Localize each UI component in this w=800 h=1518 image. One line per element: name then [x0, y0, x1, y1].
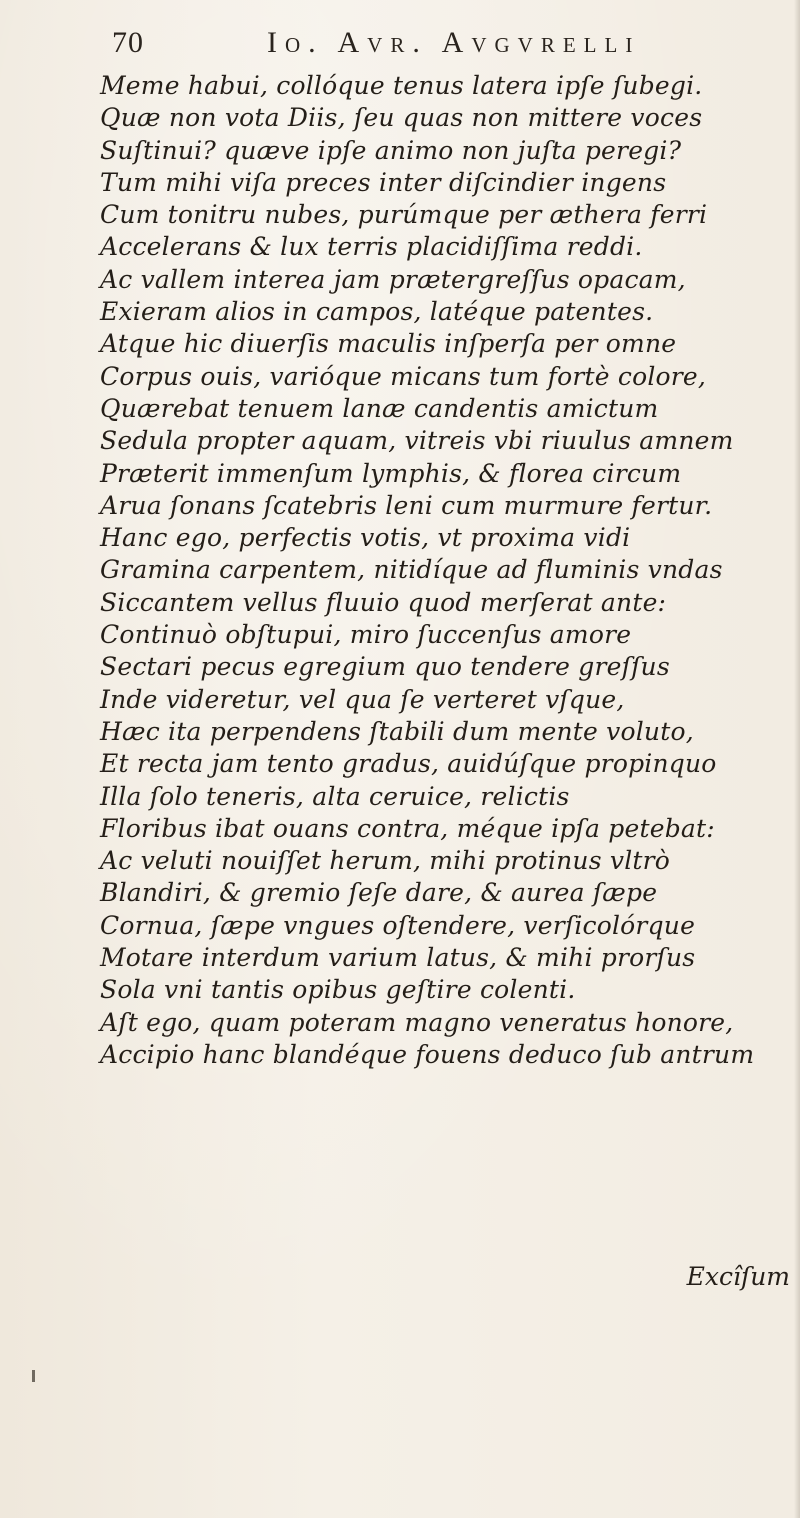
verse-line: Blandiri, & gremio ſeſe dare, & aurea ſæpe: [100, 878, 658, 908]
verse-line: Ac vallem interea jam prætergreſſus opacam,: [100, 264, 686, 294]
verse-line: Continuò obſtupui, miro ſuccenſus amore: [100, 620, 632, 650]
verse-line: Floribus ibat ouans contra, méque ipſa petebat:: [100, 813, 715, 843]
verse-line: Suſtinui? quæve ipſe animo non juſta peregi?: [100, 135, 682, 165]
verse-line: Illa ſolo teneris, alta ceruice, relictis: [100, 781, 570, 811]
running-head: Io. Avr. Avgvrelli: [267, 26, 641, 59]
verse-line: Cum tonitru nubes, purúmque per æthera ferri: [100, 200, 708, 230]
verse-line: Arua ſonans ſcatebris leni cum murmure fertur.: [100, 490, 713, 520]
verse-line: Accelerans & lux terris placidiſſima reddi.: [100, 232, 643, 262]
verse-line: Quærebat tenuem lanæ candentis amictum: [100, 393, 659, 423]
page-number: 70: [112, 26, 144, 59]
verse-line: Cornua, ſæpe vngues oſtendere, verſicolórque: [100, 910, 696, 940]
verse-line: Inde videretur, vel qua ſe verteret vſque,: [100, 684, 625, 714]
catchword: Excîſum: [686, 1262, 790, 1291]
verse-line: Ac veluti nouiſſet herum, mihi protinus vltrò: [100, 846, 671, 876]
verse-text: [100, 70, 800, 1071]
verse-line: Quæ non vota Diis, ſeu quas non mittere voces: [100, 103, 703, 133]
verse-line: Tum mihi viſa preces inter diſcindier ingens: [100, 167, 667, 197]
verse-line: Motare interdum varium latus, & mihi prorſus: [100, 943, 696, 973]
verse-line: Hæc ita perpendens ſtabili dum mente voluto,: [100, 716, 694, 746]
verse-line: Atque hic diuerſis maculis inſperſa per omne: [100, 329, 677, 359]
ink-speck: [32, 1370, 35, 1382]
verse-line: Hanc ego, perfectis votis, vt proxima vidi: [100, 523, 631, 553]
verse-line: Siccantem vellus fluuio quod merſerat ante:: [100, 587, 667, 617]
verse-line: Corpus ouis, varióque micans tum fortè colore,: [100, 361, 707, 391]
verse-line: Præterit immenſum lymphis, & florea circum: [100, 458, 682, 488]
verse-line: Gramina carpentem, nitidíque ad fluminis vndas: [100, 555, 723, 585]
verse-line: Aſt ego, quam poteram magno veneratus honore,: [100, 1007, 734, 1037]
verse-line: Accipio hanc blandéque fouens deduco ſub antrum: [100, 1039, 755, 1069]
verse-line: Et recta jam tento gradus, auidúſque propinquo: [100, 749, 717, 779]
verse-line: Sedula propter aquam, vitreis vbi riuulus amnem: [100, 426, 734, 456]
page-header: [112, 26, 800, 66]
verse-line: Meme habui, collóque tenus latera ipſe ſubegi.: [100, 71, 703, 100]
verse-line: Sola vni tantis opibus geſtire colenti.: [100, 975, 576, 1005]
verse-line: Sectari pecus egregium quo tendere greſſus: [100, 652, 670, 682]
verse-line: Exieram alios in campos, latéque patentes.: [100, 297, 654, 327]
